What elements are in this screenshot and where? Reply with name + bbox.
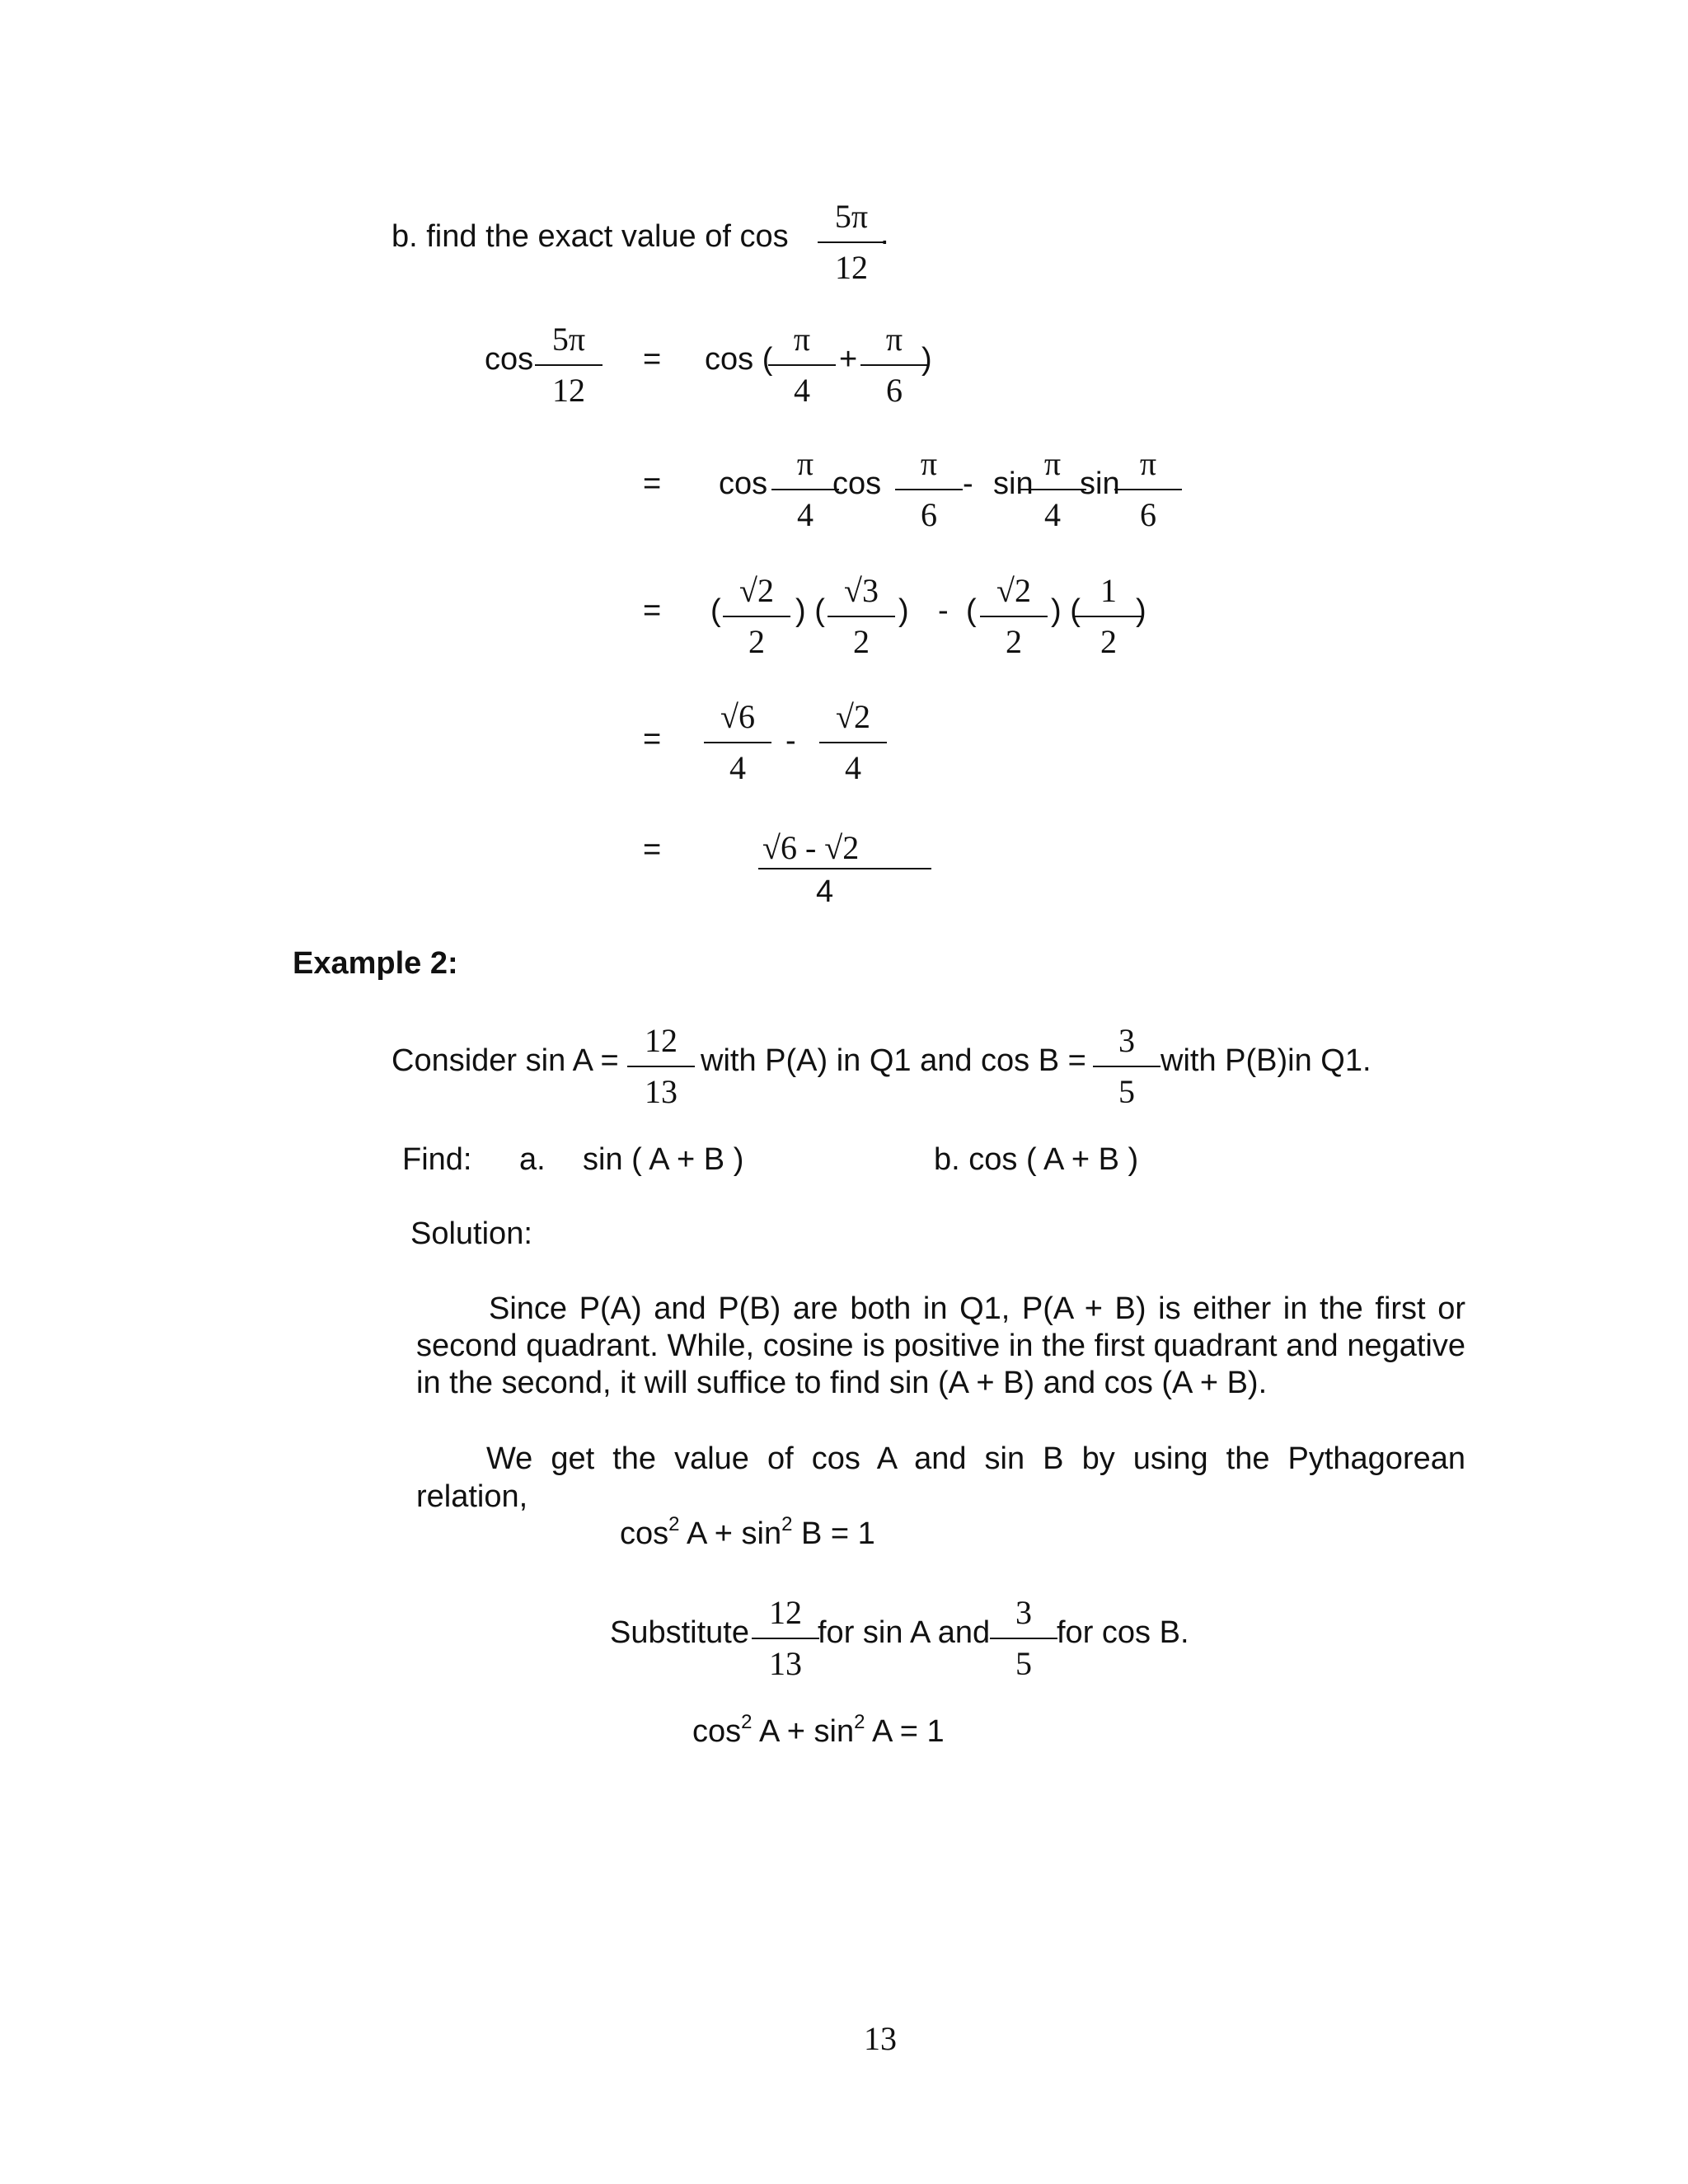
line1-fraction-1 <box>765 323 839 409</box>
identity-end: A = 1 <box>871 1714 945 1749</box>
consider-text: Consider sin A = <box>392 1043 619 1078</box>
cos-b-fraction <box>1090 1024 1164 1110</box>
line4-fraction-1 <box>701 698 775 786</box>
fraction-bar <box>752 1638 819 1639</box>
line3-open-paren-2: ( <box>966 593 977 628</box>
fraction-numerator: √2 <box>836 698 870 735</box>
fraction-numerator: 5π <box>834 198 869 235</box>
fraction-denominator: 2 <box>1006 623 1022 660</box>
substitute-mid-text: for sin A and <box>818 1615 991 1650</box>
fraction-bar <box>704 742 771 743</box>
line5-numerator: √6 - √2 <box>762 829 860 866</box>
fraction-denominator: 6 <box>886 372 903 409</box>
line3-fraction-3 <box>977 574 1051 660</box>
line1-cos-open: cos ( <box>705 342 773 377</box>
fraction-denominator: 13 <box>645 1073 678 1110</box>
fraction-bar <box>1075 616 1142 617</box>
line3-fraction-4 <box>1071 574 1146 660</box>
line1-close: ) <box>921 342 932 377</box>
find-label: Find: <box>402 1142 472 1177</box>
fraction-bar <box>818 241 885 243</box>
fraction-numerator: √2 <box>739 572 774 609</box>
identity-middle: A + sin <box>686 1516 782 1551</box>
fraction-bar <box>627 1066 695 1067</box>
fraction-numerator: √6 <box>720 698 755 735</box>
line4-minus: - <box>785 724 796 758</box>
line5-denominator: 4 <box>816 874 834 909</box>
fraction-numerator: π <box>1139 445 1157 482</box>
fraction-denominator: 2 <box>748 623 765 660</box>
lhs-fraction <box>532 323 606 409</box>
fraction-denominator: 4 <box>729 749 746 786</box>
find-a-expression: sin ( A + B ) <box>583 1142 744 1177</box>
fraction-bar <box>828 616 895 617</box>
fraction-numerator: 3 <box>1015 1594 1032 1631</box>
line2-fraction-1 <box>768 445 842 533</box>
line2-sin-1: sin <box>993 466 1034 501</box>
consider-tail-text: with P(B)in Q1. <box>1160 1043 1372 1078</box>
line3-open-paren: ( <box>710 593 721 628</box>
identity-middle: A + sin <box>758 1714 855 1749</box>
fraction-denominator: 4 <box>794 372 810 409</box>
fraction-bar <box>990 1638 1057 1639</box>
solution-label: Solution: <box>410 1216 532 1251</box>
cos-text: cos <box>620 1516 669 1551</box>
find-b-expression: b. cos ( A + B ) <box>934 1142 1139 1177</box>
fraction-denominator: 5 <box>1015 1645 1032 1682</box>
fraction-denominator: 2 <box>853 623 870 660</box>
cos-text: cos <box>692 1714 742 1749</box>
fraction-numerator: √3 <box>844 572 879 609</box>
solution-paragraph-1: Since P(A) and P(B) are both in Q1, P(A + B) is either in the first or second quadrant. While, cosine is positive in the first quadrant and negative in the second, it will suffice to find sin (A + B) and cos (A + B). <box>416 1291 1465 1400</box>
equals-sign-5: = <box>643 832 662 867</box>
identity-2 <box>692 1711 945 1749</box>
fraction-numerator: 1 <box>1100 572 1117 609</box>
equals-sign-4: = <box>643 722 662 757</box>
substitute-text: Substitute <box>610 1615 749 1650</box>
fraction-bar <box>1114 489 1182 490</box>
equals-sign-3: = <box>643 593 662 628</box>
exponent: 2 <box>668 1513 680 1535</box>
line3-mid-paren-1: ) ( <box>795 593 825 628</box>
fraction-bar <box>1019 489 1086 490</box>
solution-paragraph-2-line-1: We get the value of cos A and sin B by using the Pythagorean <box>486 1441 1465 1476</box>
fraction-bar <box>535 364 603 366</box>
part-b-fraction <box>814 200 889 286</box>
line3-fraction-2 <box>824 574 898 660</box>
sin-a-fraction <box>624 1024 698 1110</box>
part-b-prompt: b. find the exact value of cos <box>392 219 789 254</box>
fraction-denominator: 13 <box>769 1645 802 1682</box>
fraction-denominator: 6 <box>1140 496 1156 533</box>
fraction-denominator: 4 <box>1044 496 1061 533</box>
fraction-denominator: 6 <box>921 496 937 533</box>
find-a-label: a. <box>519 1142 546 1177</box>
fraction-numerator: π <box>1043 445 1062 482</box>
line1-plus: + <box>839 342 858 377</box>
fraction-numerator: 12 <box>645 1022 678 1059</box>
line3-close-paren-1: ) <box>898 593 909 628</box>
line3-mid-paren-2: ) ( <box>1051 593 1081 628</box>
fraction-numerator: π <box>920 445 938 482</box>
line2-fraction-4 <box>1111 445 1185 533</box>
fraction-denominator: 12 <box>835 249 868 286</box>
fraction-bar <box>895 489 963 490</box>
line2-fraction-3 <box>1015 445 1090 533</box>
line3-minus: - <box>938 593 949 628</box>
fraction-bar <box>771 489 839 490</box>
line2-minus: - <box>963 466 973 501</box>
fraction-bar <box>1093 1066 1160 1067</box>
fraction-denominator: 12 <box>552 372 585 409</box>
fraction-numerator: √2 <box>996 572 1031 609</box>
exponent: 2 <box>741 1711 753 1733</box>
identity-1 <box>620 1513 875 1551</box>
fraction-bar <box>860 364 928 366</box>
fraction-denominator: 5 <box>1118 1073 1135 1110</box>
equals-sign-1: = <box>643 342 662 377</box>
line2-cos-2: cos <box>832 466 882 501</box>
consider-mid-text: with P(A) in Q1 and cos B = <box>701 1043 1086 1078</box>
line4-fraction-2 <box>816 698 890 786</box>
example-2-heading: Example 2: <box>293 946 458 981</box>
line1-fraction-2 <box>857 323 931 409</box>
identity-end: B = 1 <box>801 1516 875 1551</box>
line2-fraction-2 <box>892 445 966 533</box>
line2-sin-2: sin <box>1080 466 1120 501</box>
fraction-bar <box>723 616 790 617</box>
line3-fraction-1 <box>720 574 794 660</box>
fraction-denominator: 4 <box>797 496 814 533</box>
lhs-cos: cos <box>485 342 534 377</box>
fraction-numerator: 3 <box>1118 1022 1135 1059</box>
fraction-bar <box>819 742 887 743</box>
fraction-bar <box>768 364 836 366</box>
fraction-numerator: 5π <box>551 321 586 358</box>
fraction-bar <box>980 616 1048 617</box>
exponent: 2 <box>854 1711 865 1733</box>
line3-close-paren-2: ) <box>1136 593 1146 628</box>
fraction-numerator: 12 <box>769 1594 802 1631</box>
substitute-fraction-2 <box>987 1596 1061 1682</box>
substitute-tail-text: for cos B. <box>1057 1615 1189 1650</box>
fraction-numerator: π <box>796 445 814 482</box>
page-number: 13 <box>864 2020 897 2057</box>
fraction-numerator: π <box>885 321 903 358</box>
fraction-numerator: π <box>793 321 811 358</box>
part-b-period: . <box>880 217 889 251</box>
equals-sign-2: = <box>643 466 662 501</box>
substitute-fraction-1 <box>748 1596 823 1682</box>
solution-paragraph-2-line-2: relation, <box>416 1479 528 1514</box>
exponent: 2 <box>781 1513 793 1535</box>
fraction-denominator: 4 <box>845 749 861 786</box>
line2-cos-1: cos <box>719 466 768 501</box>
fraction-denominator: 2 <box>1100 623 1117 660</box>
line5-fraction-bar <box>758 868 931 869</box>
